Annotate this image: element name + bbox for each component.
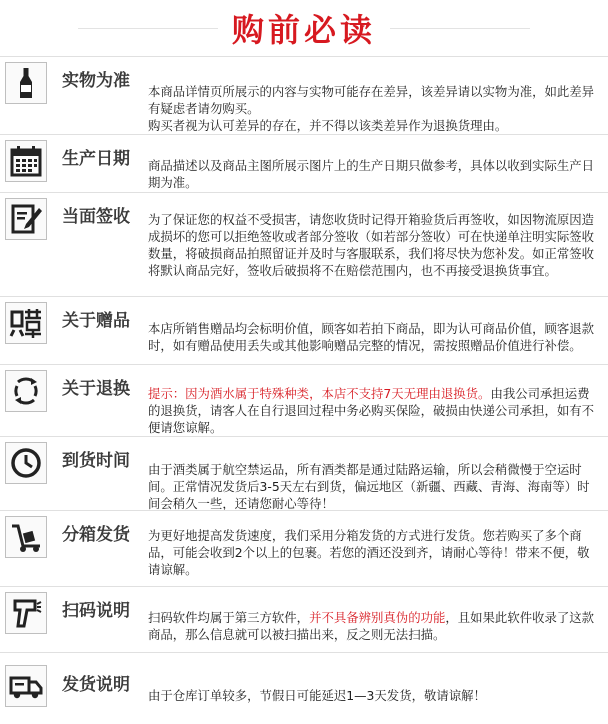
section-text-line: ，且如果此软件收录了这款商品，那么信息就可以被扫描出来，反之则无法扫描。 xyxy=(148,610,595,642)
section-arrival-time xyxy=(0,436,608,510)
section-heading: 分箱发货 xyxy=(62,525,130,545)
section-heading: 发货说明 xyxy=(62,675,130,695)
section-heading: 当面签收 xyxy=(62,207,130,227)
section-warning-text: 提示：因为酒水属于特殊种类，本店不支持7天无理由退换货。 xyxy=(148,386,491,401)
section-text-line: 由我公司承担运费的退换货，请客人在自行退回过程中务必购买保险，破损由快递公司承担，如有不便请您谅解。 xyxy=(148,386,595,435)
section-text: 商品描述以及商品主图所展示图片上的生产日期只做参考，具体以收到实际生产日期为准。 xyxy=(148,158,595,190)
hand-truck-icon xyxy=(5,516,47,558)
section-sign-in-person xyxy=(0,192,608,296)
delivery-truck-icon xyxy=(5,665,47,707)
section-text-line: 扫码软件均属于第三方软件， xyxy=(148,610,310,625)
sign-document-icon xyxy=(5,198,47,240)
section-warning-text: 并不具备辨别真伪的功能 xyxy=(309,610,446,625)
section-text: 由于酒类属于航空禁运品，所有酒类都是通过陆路运输，所以会稍微慢于空运时间。正常情况发货后3-5天左右到货，偏远地区（新疆、西藏、青海、海南等）时间会稍久一些，还请您耐心等待！ xyxy=(148,462,590,511)
section-heading: 生产日期 xyxy=(62,149,130,169)
section-text xyxy=(148,385,598,436)
section-heading: 扫码说明 xyxy=(62,601,130,621)
calendar-icon xyxy=(5,140,47,182)
barcode-scanner-icon xyxy=(5,592,47,634)
section-heading: 到货时间 xyxy=(62,451,130,471)
section-returns xyxy=(0,364,608,436)
section-scan-notice xyxy=(0,586,608,652)
section-text: 本店所销售赠品均会标明价值，顾客如若拍下商品，即为认可商品价值，顾客退款时，如有赠品使用丢失或其他影响赠品完整的情况，需按照赠品价值进行补偿。 xyxy=(148,321,595,353)
gift-icon xyxy=(5,302,47,344)
page-title: 购前必读 xyxy=(0,0,608,56)
section-heading: 关于退换 xyxy=(62,379,130,399)
section-text xyxy=(148,609,598,643)
section-text xyxy=(148,83,598,134)
section-text-line: 本商品详情页所展示的内容与实物可能存在差异，该差异请以实物为准，如此差异有疑虑者请勿购买。 购买者视为认可差异的存在，并不得以该类差异作为退换货理由。 xyxy=(148,84,595,133)
section-heading: 关于赠品 xyxy=(62,311,130,331)
wine-bottle-icon xyxy=(5,62,47,104)
refresh-cycle-icon xyxy=(5,370,47,412)
section-actual-product xyxy=(0,56,608,134)
section-text: 为了保证您的权益不受损害，请您收货时记得开箱验货后再签收，如因物流原因造成损坏的您可以拒绝签收或者部分签收（如若部分签收）可在快递单注明实际签收数量，将破损商品拍照留证并及时与客服联系，我们将尽快为您补发。如正常签收将默认商品完好，签收后破损将不在赔偿范围内，也不再接受退换货事宜。 xyxy=(148,212,595,278)
section-production-date xyxy=(0,134,608,192)
section-gifts xyxy=(0,296,608,364)
section-delivery-notice xyxy=(0,652,608,724)
section-split-shipping xyxy=(0,510,608,586)
section-text: 为更好地提高发货速度，我们采用分箱发货的方式进行发货。您若购买了多个商品，可能会收到2个以上的包裹。若您的酒还没到齐，请耐心等待！带来不便，敬请谅解。 xyxy=(148,528,590,577)
clock-icon xyxy=(5,442,47,484)
section-heading: 实物为准 xyxy=(62,71,130,91)
section-text: 由于仓库订单较多，节假日可能延迟1—3天发货，敬请谅解！ xyxy=(148,688,486,703)
